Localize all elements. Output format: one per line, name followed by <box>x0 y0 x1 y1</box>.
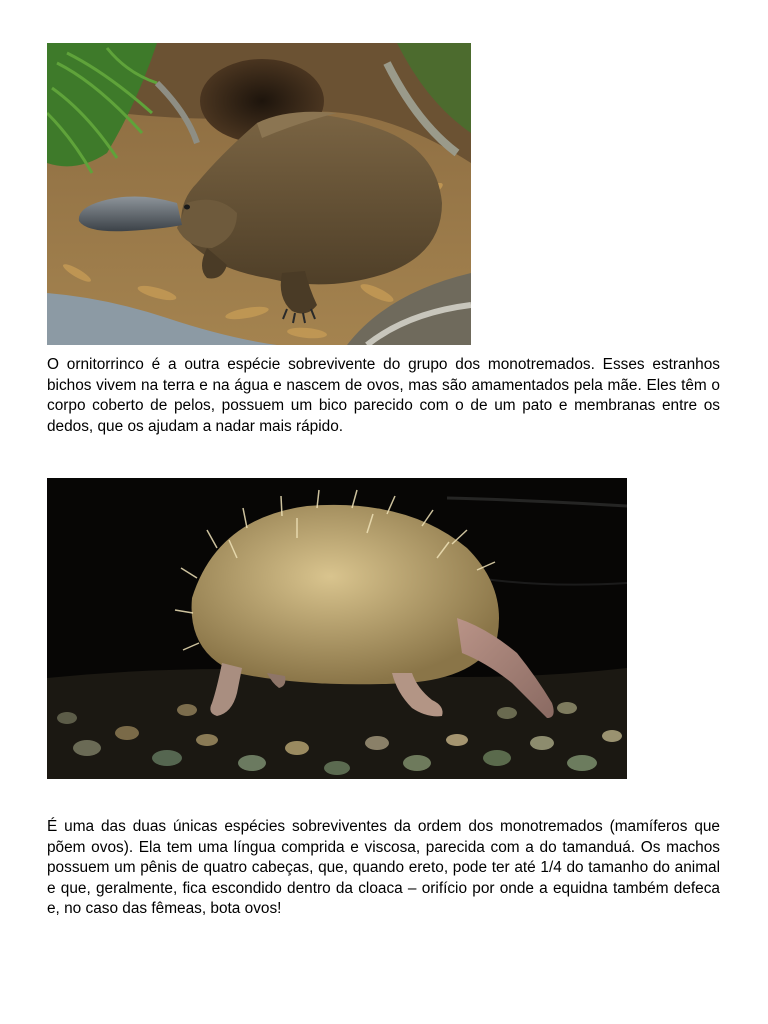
platypus-illustration <box>47 43 471 345</box>
echidna-image <box>47 478 627 779</box>
platypus-description: O ornitorrinco é a outra espécie sobrevivente do grupo dos monotremados. Esses estranhos bichos vivem na terra e na água e nascem de ovos, mas são amamentados pela mãe. Eles têm o corpo coberto de pelos, possuem um bico parecido com o de um pato e membranas entre os dedos, que os ajudam a nadar mais rápido. <box>47 356 720 435</box>
platypus-image <box>47 43 471 345</box>
echidna-photo <box>47 478 627 779</box>
echidna-description: É uma das duas únicas espécies sobreviventes da ordem dos monotremados (mamíferos que põem ovos). Ela tem uma língua comprida e viscosa, parecida com a do tamanduá. Os machos possuem um pênis de quatro cabeças, que, quando ereto, pode ter até 1/4 do tamanho do animal e que, geralmente, fica escondido dentro da cloaca – orifício por onde a equidna também defeca e, no caso das fêmeas, bota ovos! <box>47 818 720 917</box>
